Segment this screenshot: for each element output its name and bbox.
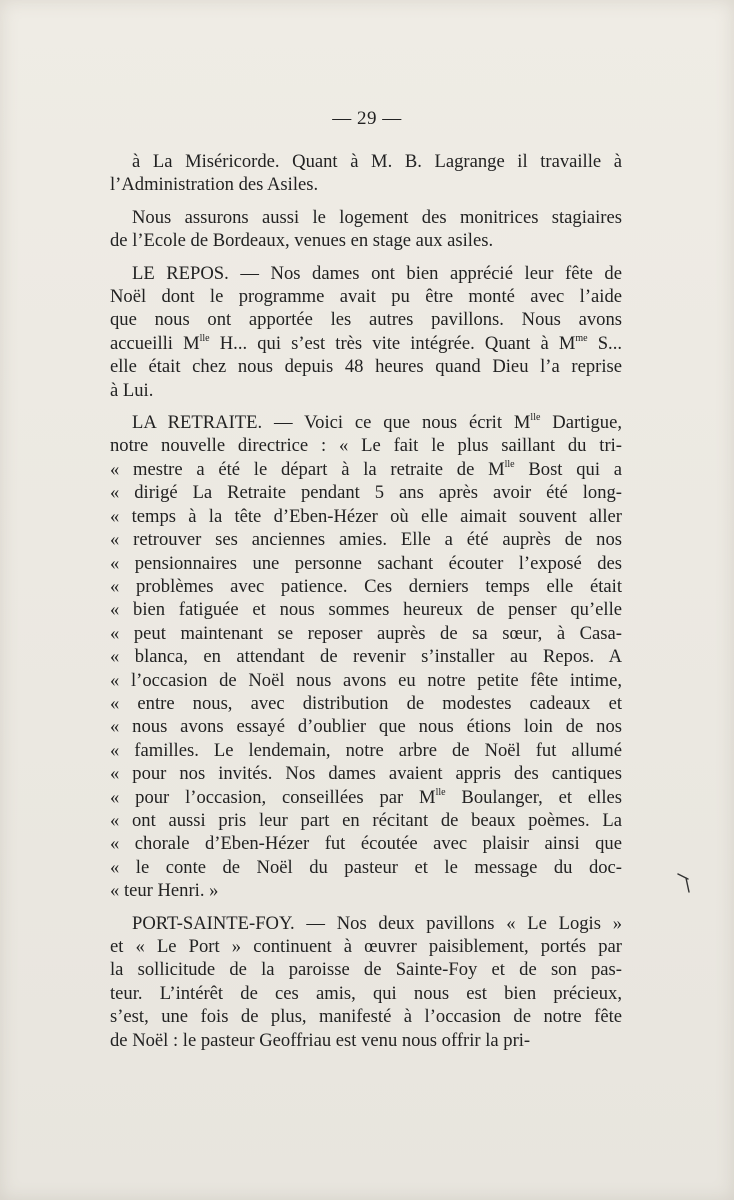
text-line: de Noël : le pasteur Geoffriau est venu nous offrir la pri- [110, 1029, 531, 1051]
text-line: « ont aussi pris leur part en récitant de beaux poèmes. La [110, 809, 622, 831]
margin-mark [676, 870, 696, 894]
paragraph [110, 262, 622, 402]
text-line: que nous ont apportée les autres pavillons. Nous avons [110, 309, 622, 331]
text-line: et « Le Port » continuent à œuvrer paisiblement, portés par [110, 936, 622, 957]
text-line: « dirigé La Retraite pendant 5 ans après avoir été long- [110, 482, 622, 504]
text-line: « peut maintenant se reposer auprès de sa sœur, à Casa- [110, 622, 622, 644]
text-line: « pensionnaires une personne sachant écouter l’exposé des [110, 552, 622, 574]
text-line: « chorale d’Eben-Hézer fut écoutée avec plaisir ainsi que [110, 833, 622, 855]
text-line: « mestre a été le départ à la retraite de $M^{lle}$ Bost qui a [110, 458, 622, 480]
text-line: accueilli $M^{lle}$ H... qui s’est très vite intégrée. Quant à $M^{me}$ S... [110, 332, 622, 354]
text-line: « l’occasion de Noël nous avons eu notre petite fête intime, [110, 669, 622, 691]
text-line: notre nouvelle directrice : « Le fait le plus saillant du tri- [110, 435, 622, 457]
page-number: — 29 — [332, 108, 402, 129]
text-line: LE REPOS. — Nos dames ont bien apprécié leur fête de [132, 262, 622, 284]
text-line: PORT-SAINTE-FOY. — Nos deux pavillons « Le Logis » [132, 912, 622, 934]
text-line: « entre nous, avec distribution de modestes cadeaux et [110, 692, 622, 714]
text-line: Nous assurons aussi le logement des monitrices stagiaires [132, 206, 622, 228]
text-line: « familles. Le lendemain, notre arbre de Noël fut allumé [110, 739, 622, 761]
text-line: « problèmes avec patience. Ces derniers temps elle était [110, 575, 622, 597]
text-line: à Lui. [110, 379, 154, 401]
text-line: « temps à la tête d’Eben-Hézer où elle aimait souvent aller [110, 505, 622, 527]
body-text [110, 150, 622, 1061]
paragraph [110, 206, 622, 253]
text-line: l’Administration des Asiles. [110, 174, 319, 196]
text-line: « retrouver ses anciennes amies. Elle a été auprès de nos [110, 529, 622, 551]
text-line: LA RETRAITE. — Voici ce que nous écrit $M^{lle}$ Dartigue, [132, 412, 622, 434]
paragraph [110, 411, 622, 903]
text-line: « pour l’occasion, conseillées par $M^{lle}$ Boulanger, et elles [110, 786, 622, 808]
paragraph [110, 150, 622, 197]
text-line: de l’Ecole de Bordeaux, venues en stage aux asiles. [110, 230, 494, 252]
text-line: la sollicitude de la paroisse de Sainte-Foy et de son pas- [110, 959, 622, 981]
paragraph [110, 912, 622, 1052]
text-line: « bien fatiguée et nous sommes heureux de penser qu’elle [110, 599, 622, 621]
text-line: elle était chez nous depuis 48 heures quand Dieu l’a reprise [110, 356, 622, 378]
text-line: à La Miséricorde. Quant à M. B. Lagrange il travaille à [132, 151, 622, 172]
text-line: « le conte de Noël du pasteur et le message du doc- [110, 856, 622, 878]
text-line: teur. L’intérêt de ces amis, qui nous est bien précieux, [110, 982, 622, 1004]
text-line: Noël dont le programme avait pu être monté avec l’aide [110, 286, 622, 308]
text-line: s’est, une fois de plus, manifesté à l’occasion de notre fête [110, 1006, 622, 1028]
text-line: « teur Henri. » [110, 880, 219, 902]
text-line: « pour nos invités. Nos dames avaient appris des cantiques [110, 763, 622, 785]
text-line: « blanca, en attendant de revenir s’installer au Repos. A [110, 646, 622, 668]
text-line: « nous avons essayé d’oublier que nous étions loin de nos [110, 716, 622, 738]
